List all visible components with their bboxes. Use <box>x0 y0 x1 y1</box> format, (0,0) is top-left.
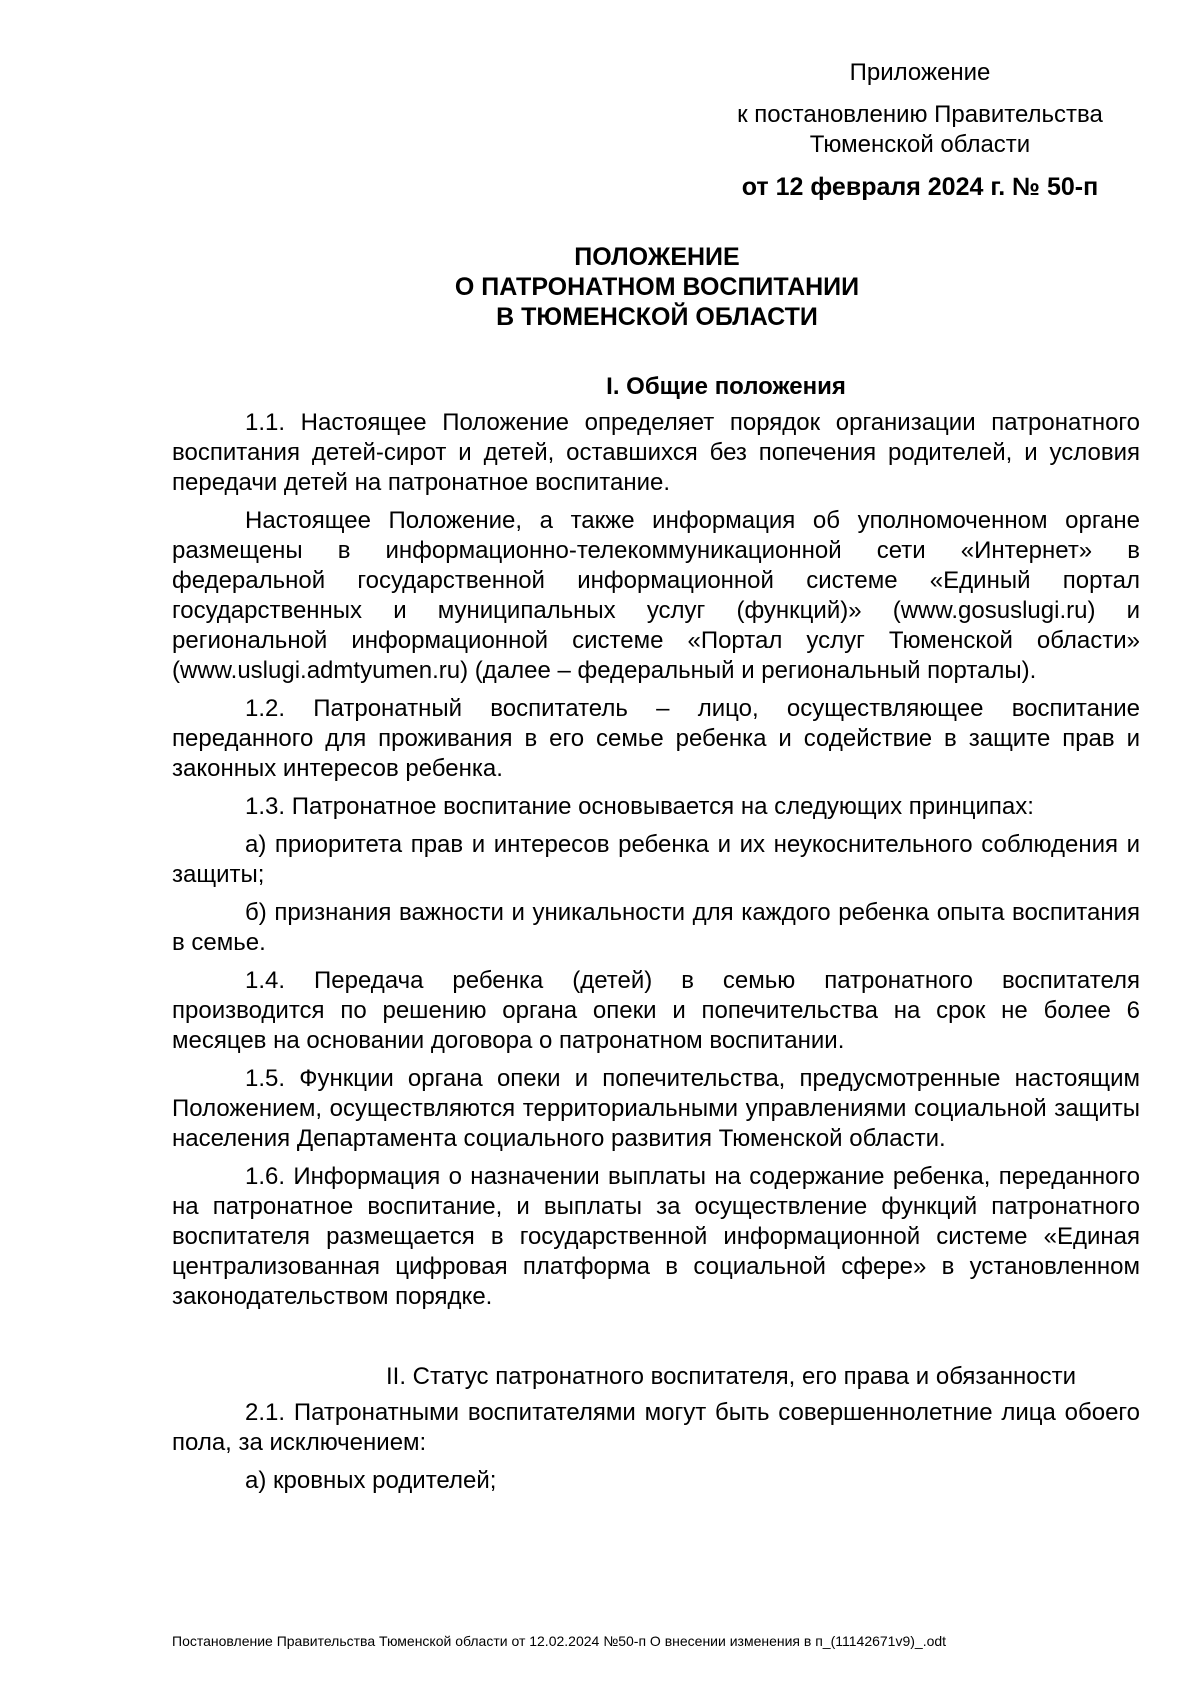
document-title-line: О ПАТРОНАТНОМ ВОСПИТАНИИ <box>454 273 860 301</box>
document-title-line: ПОЛОЖЕНИЕ <box>574 243 740 271</box>
paragraph: 2.1. Патронатными воспитателями могут быть совершеннолетние лица обоего пола, за исключением: <box>172 1399 1140 1456</box>
paragraph: 1.6. Информация о назначении выплаты на содержание ребенка, переданного на патронатное воспитание, и выплаты за осуществление функций патронатного воспитателя размещается в государственной информационной системе «Единая централизованная цифровая платформа в социальной сфере» в установленном законодательством порядке. <box>172 1163 1140 1310</box>
page-footer: Постановление Правительства Тюменской области от 12.02.2024 №50-п О внесении изменения в п_(11142671v9)_.odt <box>172 1633 947 1649</box>
appendix-reference: к постановлению Правительства Тюменской области <box>737 101 1103 158</box>
paragraph: 1.3. Патронатное воспитание основывается на следующих принципах: <box>245 793 1034 820</box>
paragraph: 1.5. Функции органа опеки и попечительства, предусмотренные настоящим Положением, осуществляются территориальными управлениями социальной защиты населения Департамента социального развития Тюменской области. <box>172 1065 1140 1152</box>
paragraph: а) кровных родителей; <box>245 1467 497 1494</box>
paragraph: 1.2. Патронатный воспитатель – лицо, осуществляющее воспитание переданного для проживания в его семье ребенка и содействие в защите прав и законных интересов ребенка. <box>172 695 1140 782</box>
document-title-line: В ТЮМЕНСКОЙ ОБЛАСТИ <box>496 303 818 331</box>
document-title <box>172 242 1142 332</box>
paragraph: а) приоритета прав и интересов ребенка и их неукоснительного соблюдения и защиты; <box>172 831 1140 888</box>
paragraph: Настоящее Положение, а также информация об уполномоченном органе размещены в информационно-телекоммуникационной сети «Интернет» в федеральной государственной информационной системе «Единый портал государственных и муниципальных услуг (функций)» (www.gosuslugi.ru) и региональной информационной системе «Портал услуг Тюменской области» (www.uslugi.admtyumen.ru) (далее – федеральный и региональный порталы). <box>172 507 1140 684</box>
appendix-title: Приложение <box>849 59 991 86</box>
paragraph: б) признания важности и уникальности для каждого ребенка опыта воспитания в семье. <box>172 899 1140 956</box>
appendix-date: от 12 февраля 2024 г. № 50-п <box>741 173 1099 201</box>
paragraph: 1.1. Настоящее Положение определяет порядок организации патронатного воспитания детей-сирот и детей, оставшихся без попечения родителей, и условия передачи детей на патронатное воспитание. <box>172 409 1140 496</box>
section-heading: II. Статус патронатного воспитателя, его права и обязанности <box>385 1363 1077 1390</box>
section-heading: I. Общие положения <box>606 373 846 400</box>
document-body <box>172 372 1140 1504</box>
paragraph: 1.4. Передача ребенка (детей) в семью патронатного воспитателя производится по решению органа опеки и попечительства на срок не более 6 месяцев на основании договора о патронатном воспитании. <box>172 967 1140 1054</box>
